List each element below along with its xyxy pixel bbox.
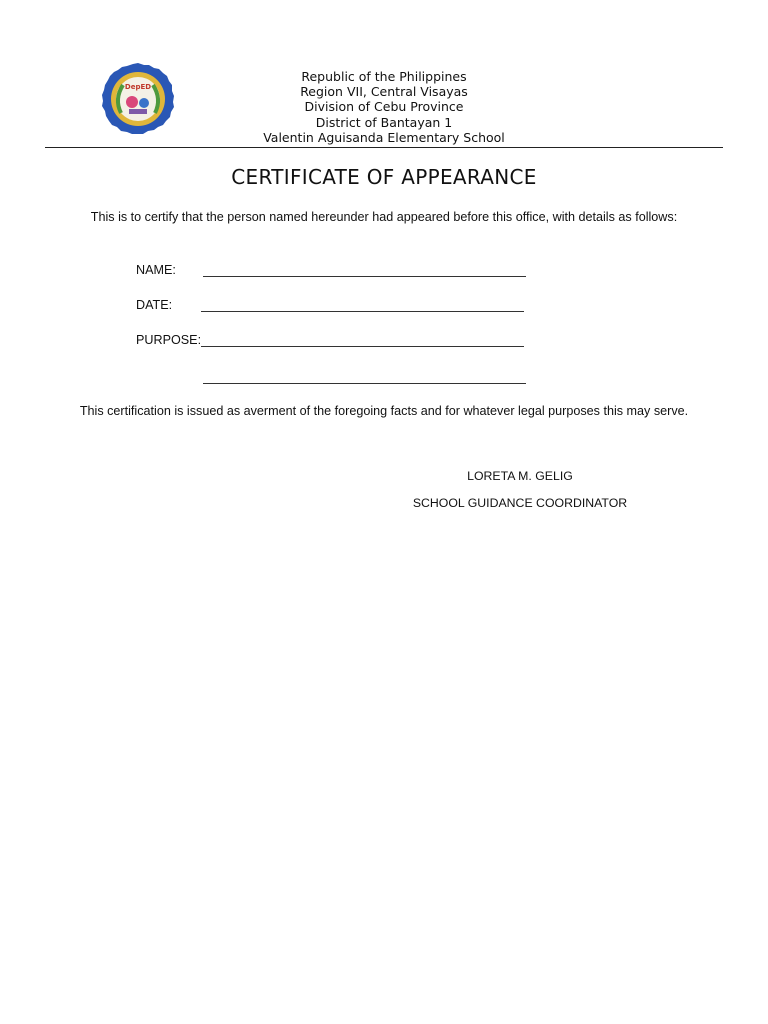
name-blank-line[interactable] — [203, 276, 526, 277]
date-label: DATE: — [136, 298, 173, 312]
seal-figure-blue — [139, 98, 149, 108]
date-blank-line[interactable] — [201, 311, 524, 312]
header-line-school: Valentin Aguisanda Elementary School — [263, 129, 505, 145]
closing-paragraph: This certification is issued as averment of the foregoing facts and for whatever legal purposes this may serve. — [79, 404, 689, 418]
signatory-name: LORETA M. GELIG — [467, 469, 573, 483]
seal-logo-text: DepED — [124, 83, 152, 91]
purpose-continuation-line[interactable] — [203, 383, 526, 384]
header-line-district: District of Bantayan 1 — [315, 114, 453, 130]
header-line-country: Republic of the Philippines — [301, 69, 467, 84]
intro-paragraph: This is to certify that the person named hereunder had appeared before this office, with details as follows: — [90, 210, 678, 224]
certificate-title: CERTIFICATE OF APPEARANCE — [231, 165, 537, 189]
seal-book — [129, 109, 147, 114]
school-header — [200, 69, 568, 145]
header-divider — [45, 147, 723, 148]
school-seal-icon — [99, 63, 177, 135]
purpose-blank-line[interactable] — [201, 346, 524, 347]
header-line-division: Division of Cebu Province — [304, 99, 464, 115]
purpose-label: PURPOSE: — [136, 333, 202, 347]
seal-figure-pink — [126, 96, 138, 108]
header-line-region: Region VII, Central Visayas — [300, 84, 468, 100]
signatory-position: SCHOOL GUIDANCE COORDINATOR — [412, 496, 628, 510]
name-label: NAME: — [136, 263, 176, 277]
